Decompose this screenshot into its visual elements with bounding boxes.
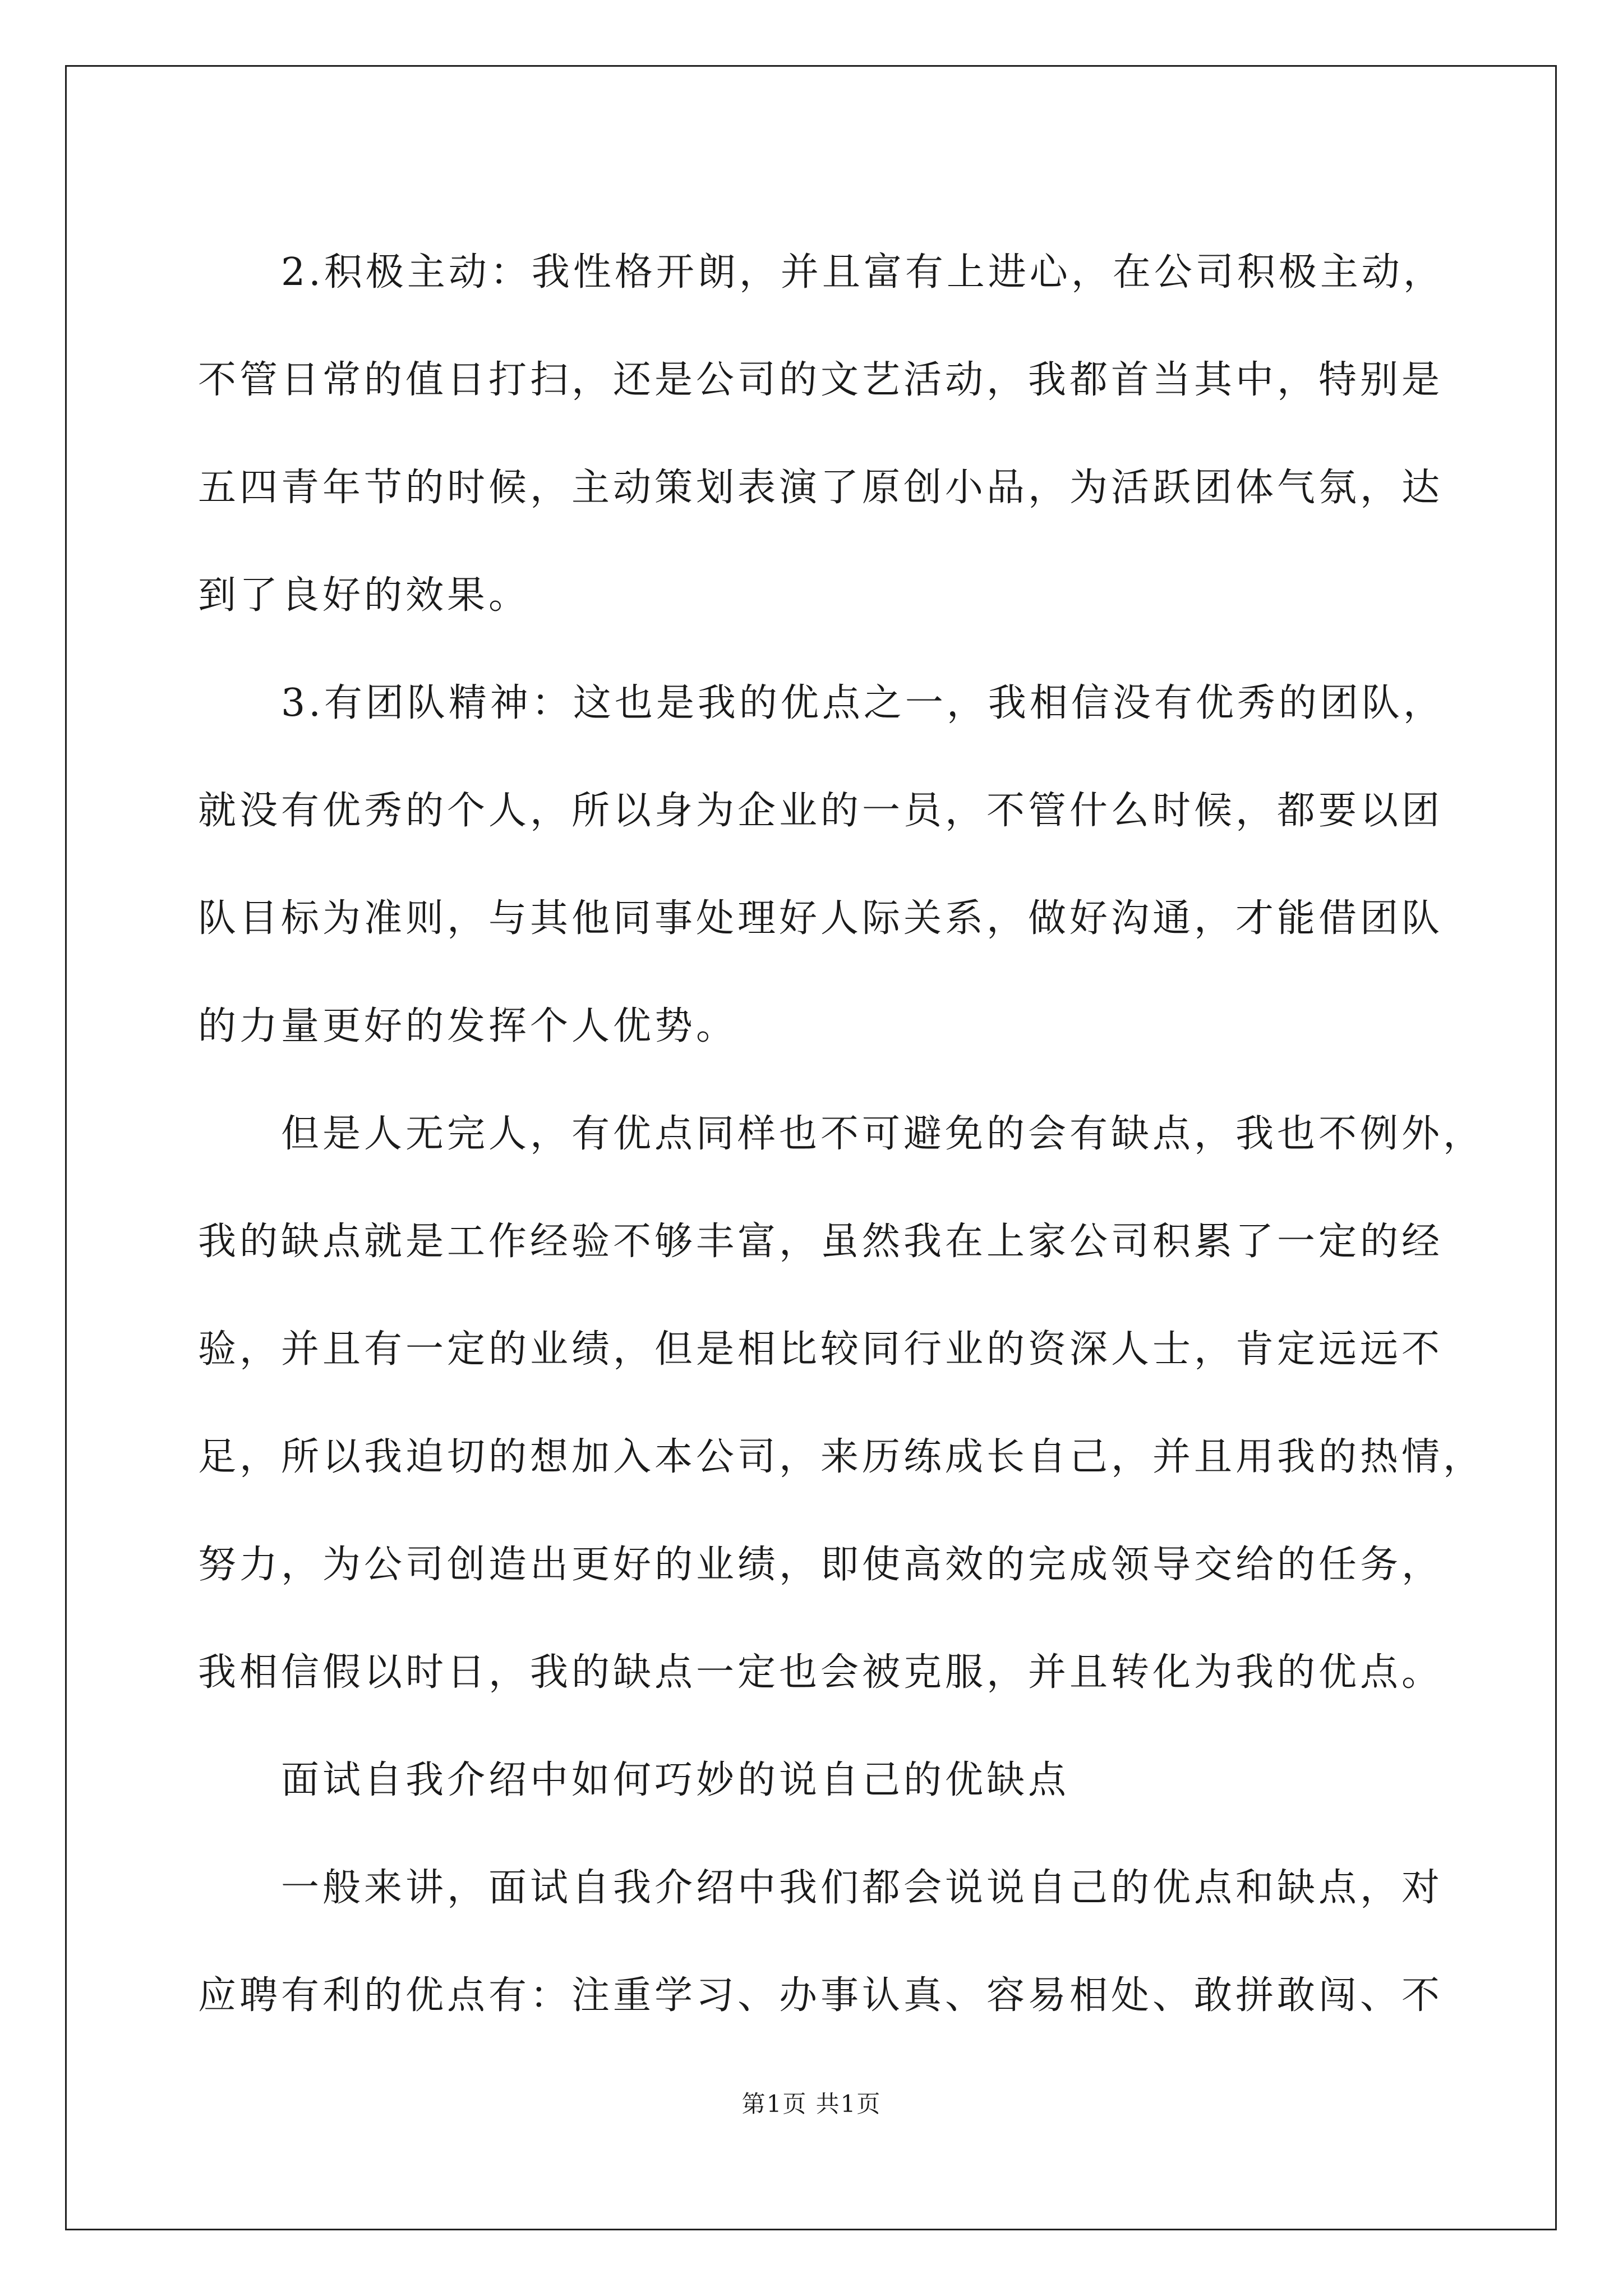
text-line: 我的缺点就是工作经验不够丰富，虽然我在上家公司积累了一定的经: [198, 1220, 1444, 1264]
text-line: 努力，为公司创造出更好的业绩，即使高效的完成领导交给的任务，: [198, 1543, 1444, 1587]
text-line: 一般来讲，面试自我介绍中我们都会说说自己的优点和缺点，对: [281, 1866, 1444, 1910]
text-line: 到了良好的效果。: [198, 573, 531, 618]
text-line: 验，并且有一定的业绩，但是相比较同行业的资深人士，肯定远远不: [198, 1327, 1444, 1372]
text-line: 五四青年节的时候，主动策划表演了原创小品，为活跃团体气氛，达: [198, 466, 1444, 510]
text-line: 我相信假以时日，我的缺点一定也会被克服，并且转化为我的优点。: [198, 1650, 1444, 1695]
paragraph-intro: [198, 1834, 1444, 2050]
document-body: [198, 219, 1485, 2050]
text-line: 足，所以我迫切的想加入本公司，来历练成长自己，并且用我的热情，: [198, 1435, 1485, 1479]
text-line: 2.积极主动：我性格开朗，并且富有上进心，在公司积极主动，: [281, 250, 1445, 295]
section-heading: [198, 1727, 1426, 1834]
text-line: 不管日常的值日打扫，还是公司的文艺活动，我都首当其中，特别是: [198, 358, 1444, 402]
text-line: 但是人无完人，有优点同样也不可避免的会有缺点，我也不例外，: [281, 1112, 1485, 1156]
text-line: 应聘有利的优点有：注重学习、办事认真、容易相处、敢拼敢闯、不: [198, 1973, 1444, 2018]
page-footer: 第1页 共1页: [741, 2090, 882, 2118]
text-line: 3.有团队精神：这也是我的优点之一，我相信没有优秀的团队，: [281, 681, 1445, 725]
text-line: 的力量更好的发挥个人优势。: [198, 1004, 738, 1048]
paragraph-active: [198, 219, 1445, 650]
text-line: 就没有优秀的个人，所以身为企业的一员，不管什么时候，都要以团: [198, 789, 1444, 833]
heading-line: 面试自我介绍中如何巧妙的说自己的优缺点: [281, 1758, 1070, 1802]
text-line: 队目标为准则，与其他同事处理好人际关系，做好沟通，才能借团队: [198, 896, 1444, 941]
paragraph-teamwork: [198, 650, 1445, 1080]
paragraph-weakness: [198, 1080, 1485, 1727]
